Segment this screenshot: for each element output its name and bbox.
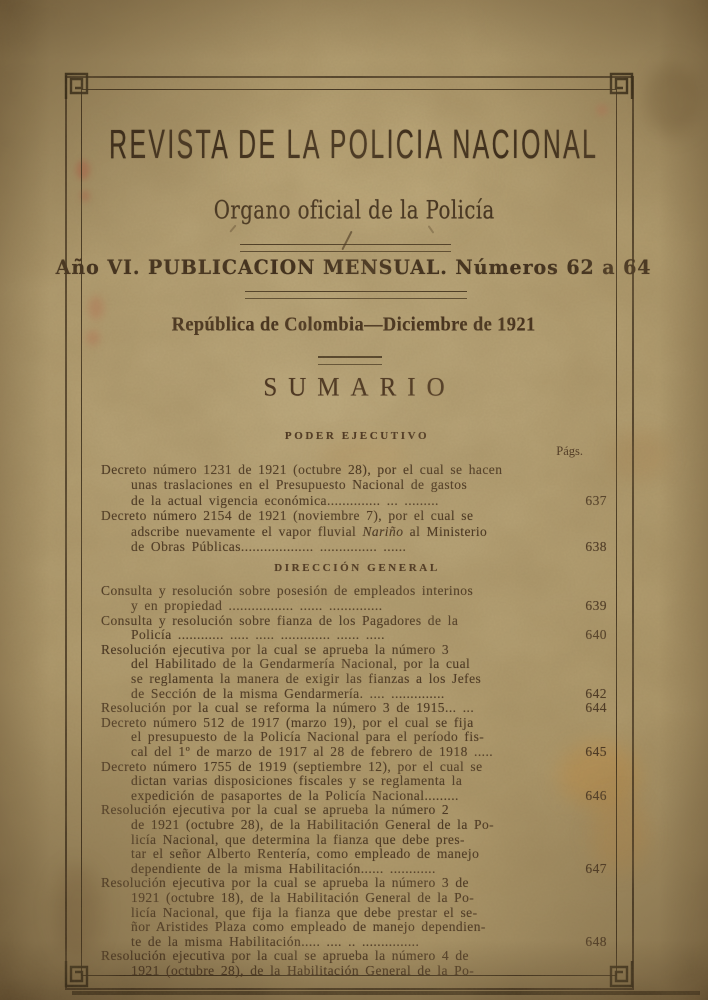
toc-line: del Habilitado de la Gendarmería Nacional, por la cual <box>131 656 471 672</box>
toc-entry <box>101 462 613 508</box>
toc-line: Consulta y resolución sobre fianza de los Pagadores de la <box>101 612 459 628</box>
toc-entry <box>101 614 613 643</box>
toc-line: te de la misma Habilitación..... .... .. ............... 648 <box>131 933 607 949</box>
toc-entry <box>101 508 613 554</box>
toc-entry <box>101 949 613 978</box>
toc-line: Resolución ejecutiva por la cual se aprueba la número 2 <box>101 802 450 818</box>
toc-page-number: 644 <box>585 700 607 716</box>
toc-line: licía Nacional, que fija la fianza que debe prestar el se- <box>131 904 478 920</box>
toc-line: se reglamenta la manera de exigir las fianzas a los Jefes <box>131 671 482 686</box>
toc-line: ñor Aristides Plaza como empleado de manejo dependien- <box>131 919 486 935</box>
toc-line: cal del 1º de marzo de 1917 al 28 de febrero de 1918 ..... 645 <box>131 743 607 759</box>
greek-key-corner-icon <box>59 69 89 99</box>
toc-entry <box>101 760 613 804</box>
toc-line: Resolución ejecutiva por la cual se aprueba la número 3 de <box>101 875 469 891</box>
paper-stain <box>238 112 482 236</box>
ink-mark <box>229 224 236 232</box>
toc-line: dependiente de la misma Habilitación...... ............ 647 <box>131 860 607 876</box>
double-rule-divider <box>245 291 467 299</box>
pages-column-label: Págs. <box>556 444 583 458</box>
toc-entry <box>101 803 613 876</box>
toc-line: Decreto número 2154 de 1921 (noviembre 7), por el cual se <box>101 508 474 524</box>
toc-line: de 1921 (octubre 28), de la Habilitación General de la Po- <box>131 816 495 832</box>
magazine-title: REVISTA DE LA POLICIA NACIONAL <box>109 121 599 168</box>
toc-line: 1921 (octubre 28), de la Habilitación General de la Po- <box>131 962 475 978</box>
toc-line: expedición de pasaportes de la Policía Nacional......... 646 <box>131 787 607 803</box>
paper-stain <box>646 62 700 136</box>
paper-stain <box>80 190 90 202</box>
toc-page-number: 642 <box>585 685 607 701</box>
toc-line: licía Nacional, que determina la fianza que debe pres- <box>131 831 465 847</box>
magazine-subtitle: Organo oficial de la Policía <box>213 195 495 225</box>
paper-stain <box>54 866 100 958</box>
greek-key-corner-icon <box>59 961 89 991</box>
paper-stain <box>76 160 90 180</box>
greek-key-corner-icon <box>609 69 639 99</box>
toc <box>101 424 613 978</box>
toc-page-number: 639 <box>585 598 607 614</box>
toc-line: de Obras Públicas................... ............... ...... 638 <box>131 539 607 555</box>
paper-stain <box>596 104 608 116</box>
toc-page-number: 646 <box>585 787 607 803</box>
toc-line: adscribe nuevamente el vapor fluvial Nariño al Ministerio <box>131 523 488 539</box>
summary-heading: SUMARIO <box>263 373 456 402</box>
ink-mark <box>428 225 435 233</box>
toc-page-number: 640 <box>585 627 607 643</box>
toc-line: Decreto número 1231 de 1921 (octubre 28), por el cual se hacen <box>101 462 503 477</box>
toc-line: y en propiedad ................. ...... .............. 639 <box>131 598 607 614</box>
toc-line: el presupuesto de la Policía Nacional para el período fis- <box>131 729 485 745</box>
toc-line: dictan varias disposiciones fiscales y se reglamenta la <box>131 773 463 789</box>
toc-section-heading: DIRECCIÓN GENERAL <box>274 562 440 575</box>
toc-page-number: 648 <box>585 933 607 949</box>
toc-line: Resolución ejecutiva por la cual se aprueba la número 4 de <box>101 948 469 964</box>
masthead-issue-row <box>0 255 708 279</box>
toc-section <box>101 430 613 554</box>
place-date-line: República de Colombia—Diciembre de 1921 <box>172 313 536 336</box>
toc-line: de la actual vigencia económica.............. ... ......... 637 <box>131 492 607 508</box>
toc-page-number: 637 <box>585 492 607 508</box>
page-bottom-edge-line <box>72 991 700 995</box>
paper-stain <box>88 296 104 320</box>
toc-line: tar el señor Alberto Rentería, como empleado de manejo <box>131 846 480 862</box>
toc-line: 1921 (octubre 18), de la Habilitación General de la Po- <box>131 889 475 905</box>
masthead-title-row <box>0 121 708 168</box>
toc-entry <box>101 701 613 716</box>
toc-entry <box>101 584 613 613</box>
toc-line: Decreto número 1755 de 1919 (septiembre 12), por el cual se <box>101 758 483 774</box>
toc-page-number: 645 <box>585 743 607 759</box>
toc-page-number: 647 <box>585 860 607 876</box>
paper-stain <box>610 430 670 480</box>
toc-line: Resolución ejecutiva por la cual se aprueba la número 3 <box>101 641 450 657</box>
toc-section <box>101 562 613 978</box>
toc-line: de Sección de la misma Gendarmería. .... .............. 642 <box>131 685 607 701</box>
toc-line: Policía ............ ..... ..... ............. ...... ..... 640 <box>131 627 607 643</box>
summary-heading-row <box>0 374 708 402</box>
toc-entry <box>101 876 613 949</box>
toc-line: Resolución por la cual se reforma la número 3 de 1915... ... 644 <box>101 700 607 716</box>
toc-entry <box>101 643 613 701</box>
paper-stain <box>86 330 100 346</box>
toc-page-number: 638 <box>585 539 607 555</box>
toc-entry <box>101 716 613 760</box>
masthead-subtitle-row <box>0 196 708 224</box>
issue-line: Año VI. PUBLICACION MENSUAL. Números 62 a 64 <box>56 255 652 279</box>
masthead-place-date-row <box>0 314 708 336</box>
toc-line: Decreto número 512 de 1917 (marzo 19), por el cual se fija <box>101 714 474 730</box>
greek-key-corner-icon <box>609 961 639 991</box>
toc-section-heading: PODER EJECUTIVO <box>284 430 430 442</box>
short-rule-divider <box>318 356 382 365</box>
toc-line: unas traslaciones en el Presupuesto Nacional de gastos <box>131 477 468 493</box>
toc-line: Consulta y resolución sobre posesión de empleados interinos <box>101 583 474 599</box>
